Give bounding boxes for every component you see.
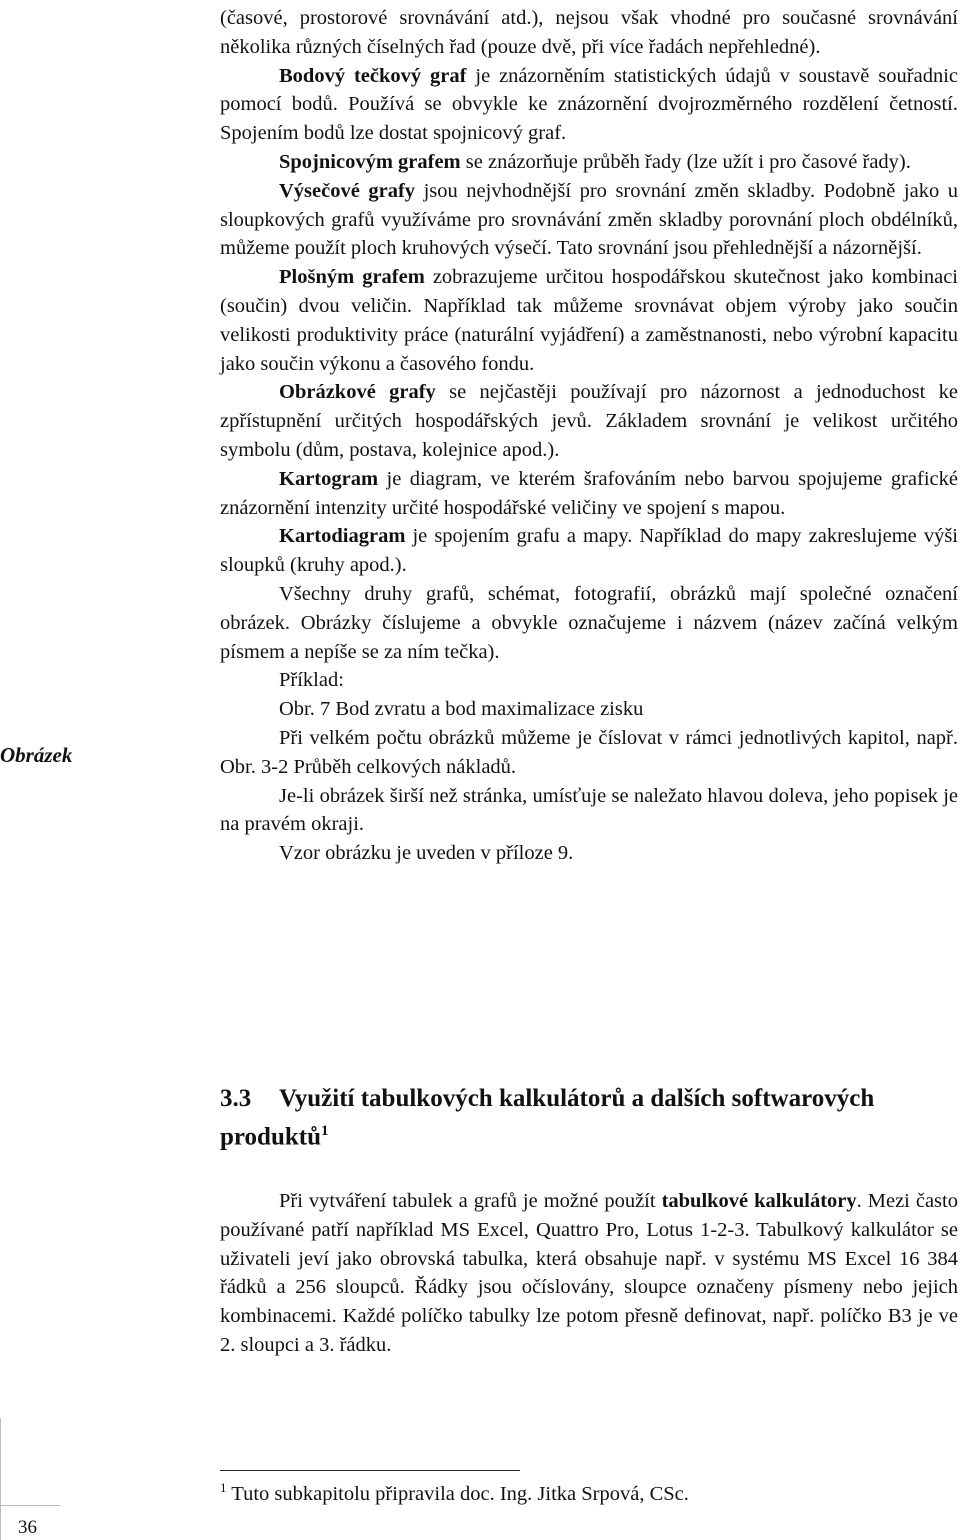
bold-term: Plošným grafem [279, 266, 425, 289]
margin-rule-horizontal [0, 1505, 60, 1506]
paragraph [220, 263, 958, 378]
paragraph [220, 177, 958, 263]
paragraph-text: je diagram, ve kterém šrafováním nebo barvou spojujeme grafické znázornění intenzity určité hospodářské veličiny ve spojení s mapou. [220, 467, 958, 519]
paragraph [220, 465, 958, 523]
bold-term: tabulkové kalkulátory [661, 1190, 857, 1212]
paragraph [220, 695, 958, 724]
page-number: 36 [18, 1517, 37, 1538]
section-title: Využití tabulkových kalkulátorů a dalších softwarových produktů [220, 1085, 875, 1151]
footnote [220, 1480, 958, 1506]
body-text-top [220, 4, 958, 868]
paragraph-text: je znázorněním statistických údajů v soustavě souřadnic pomocí bodů. Používá se obvykle ke znázornění dvojrozměrného rozdělení četností. Spojením bodů lze dostat spojnicový graf. [220, 64, 958, 145]
paragraph [220, 724, 958, 782]
paragraph-text: Při vytváření tabulek a grafů je možné použít [279, 1190, 662, 1212]
paragraph-text: Všechny druhy grafů, schémat, fotografií, obrázků mají společné označení obrázek. Obrázky číslujeme a obvykle označujeme i názvem (název začíná velkým písmem a nepíše se za ním tečka). [220, 582, 958, 663]
paragraph-text: Příklad: [279, 669, 344, 692]
paragraph [220, 839, 958, 868]
footnote-text: Tuto subkapitolu připravila doc. Ing. Jitka Srpová, CSc. [231, 1482, 689, 1505]
paragraph-text: je spojením grafu a mapy. Například do mapy zakreslujeme výši sloupků (kruhy apod.). [220, 525, 958, 577]
paragraph [220, 666, 958, 695]
paragraph [220, 1187, 958, 1360]
bold-term: Výsečové grafy [279, 179, 416, 202]
paragraph-text: se nejčastěji používají pro názornost a jednoduchost ke zpřístupnění určitých hospodářských jevů. Základem srovnání je velikost určitého symbolu (dům, postava, kolejnice apod.). [220, 381, 958, 461]
paragraph [220, 522, 958, 580]
section-number: 3.3 [220, 1085, 252, 1112]
footnote-divider [220, 1470, 520, 1471]
paragraph-text: zobrazujeme určitou hospodářskou skutečnost jako kombinaci (součin) dvou veličin. Například tak můžeme srovnávat objem výroby jako součin velikosti produktivity práce (naturální vyjádření) a zaměstnanosti, nebo výrobní kapacitu jako součin výkonu a časového fondu. [220, 266, 958, 375]
bold-term: Spojnicovým grafem [279, 150, 461, 173]
paragraph [220, 62, 958, 148]
bold-term: Bodový tečkový graf [279, 64, 467, 87]
bold-term: Kartogram [279, 467, 379, 490]
margin-label: Obrázek [0, 743, 73, 767]
paragraph [220, 4, 958, 62]
body-text-bottom [220, 1187, 958, 1360]
paragraph-text: se znázorňuje průběh řady (lze užít i pro časové řady). [460, 150, 911, 173]
paragraph-text: Vzor obrázku je uveden v příloze 9. [279, 842, 574, 865]
footnote-mark: 1 [220, 1480, 227, 1495]
paragraph-text: (časové, prostorové srovnávání atd.), nejsou však vhodné pro současné srovnávání několika různých číselných řad (pouze dvě, při více řadách nepřehledné). [220, 7, 958, 58]
paragraph [220, 378, 958, 464]
paragraph [220, 148, 958, 177]
section-footnote-mark: 1 [321, 1123, 329, 1139]
paragraph-text: . Mezi často používané patří například MS Excel, Quattro Pro, Lotus 1-2-3. Tabulkový kalkulátor se uživateli jeví jako obrovská tabulka, která obsahuje např. v systému MS Excel 16 384 řádků a 256 sloupců. Řádky jsou očíslovány, sloupce označeny písmeny nebo jejich kombinacemi. Každé políčko tabulky lze potom přesně definovat, např. políčko B3 je ve 2. sloupci a 3. řádku. [220, 1190, 958, 1356]
paragraph-text: Je-li obrázek širší než stránka, umísťuje se naležato hlavou doleva, jeho popisek je na pravém okraji. [220, 784, 958, 836]
bold-term: Obrázkové grafy [279, 381, 436, 404]
paragraph [220, 580, 958, 666]
paragraph-text: Při velkém počtu obrázků můžeme je číslovat v rámci jednotlivých kapitol, např. Obr. 3-2 Průběh celkových nákladů. [220, 726, 958, 778]
paragraph-text: Obr. 7 Bod zvratu a bod maximalizace zisku [279, 698, 644, 721]
paragraph [220, 782, 958, 840]
section-heading [220, 1082, 958, 1153]
paragraph-text: jsou nejvhodnější pro srovnání změn skladby. Podobně jako u sloupkových grafů využíváme pro srovnávání změn skladby porovnání ploch obdélníků, můžeme použít ploch kruhových výsečí. Tato srovnání jsou přehlednější a názornější. [220, 179, 958, 260]
bold-term: Kartodiagram [279, 525, 406, 548]
margin-rule-vertical [0, 1418, 1, 1540]
